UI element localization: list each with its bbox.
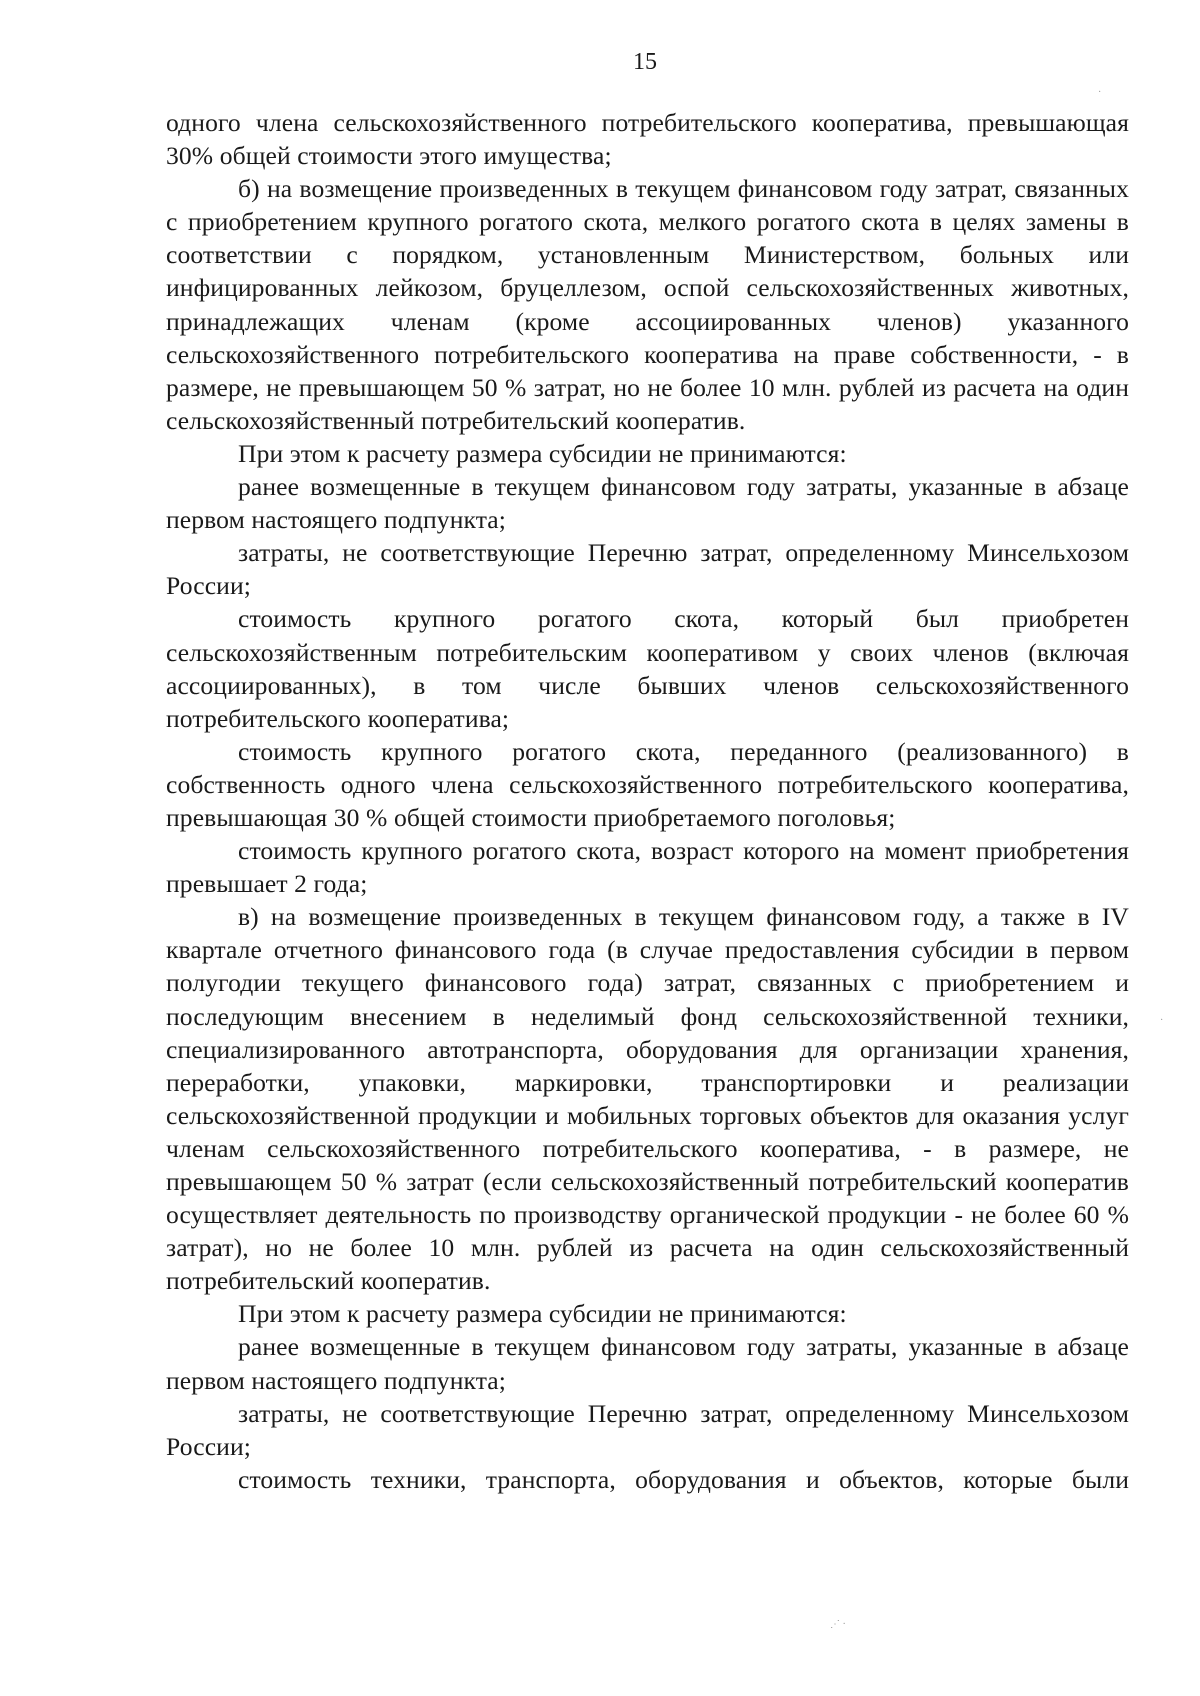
scan-artifact: ⋰ · bbox=[830, 1619, 846, 1630]
scan-artifact: · bbox=[1160, 1015, 1164, 1026]
paragraph: затраты, не соответствующие Перечню затрат, определенному Минсельхозом России; bbox=[166, 1398, 1129, 1461]
paragraph: стоимость крупного рогатого скота, переданного (реализованного) в собственность одного члена сельскохозяйственного потребительского кооператива, превышающая 30 % общей стоимости приобретаемого поголовья; bbox=[166, 736, 1129, 832]
paragraph: стоимость крупного рогатого скота, который был приобретен сельскохозяйственным потребительским кооперативом у своих членов (включая ассоциированных), в том числе бывших членов сельскохозяйственного потребительского кооператива; bbox=[166, 604, 1129, 733]
paragraph: При этом к расчету размера субсидии не принимаются: bbox=[238, 1299, 847, 1329]
paragraph: б) на возмещение произведенных в текущем финансовом году затрат, связанных с приобретением крупного рогатого скота, мелкого рогатого скота в целях замены в соответствии с порядком, установленным Министерством, больных или инфицированных лейкозом, бруцеллезом, оспой сельскохозяйственных животных, принадлежащих членам (кроме ассоциированных членов) указанного сельскохозяйственного потребительского кооператива на праве собственности, - в размере, не превышающем 50 % затрат, но не более 10 млн. рублей из расчета на один сельскохозяйственный потребительский кооператив. bbox=[166, 174, 1129, 435]
document-body bbox=[166, 106, 1129, 1496]
page-number: 15 bbox=[633, 49, 657, 75]
paragraph: ранее возмещенные в текущем финансовом году затраты, указанные в абзаце первом настоящего подпункта; bbox=[166, 1332, 1129, 1395]
paragraph: стоимость крупного рогатого скота, возраст которого на момент приобретения превышает 2 года; bbox=[166, 836, 1129, 899]
paragraph: одного члена сельскохозяйственного потребительского кооператива, превышающая 30% общей стоимости этого имущества; bbox=[166, 108, 1129, 171]
paragraph: затраты, не соответствующие Перечню затрат, определенному Минсельхозом России; bbox=[166, 538, 1129, 601]
paragraph: При этом к расчету размера субсидии не принимаются: bbox=[238, 438, 847, 468]
paragraph: ранее возмещенные в текущем финансовом году затраты, указанные в абзаце первом настоящего подпункта; bbox=[166, 472, 1129, 535]
paragraph: в) на возмещение произведенных в текущем финансовом году, а также в IV квартале отчетного финансового года (в случае предоставления субсидии в первом полугодии текущего финансового года) затрат, связанных с приобретением и последующим внесением в неделимый фонд сельскохозяйственной техники, специализированного автотранспорта, оборудования для организации хранения, переработки, упаковки, маркировки, транспортировки и реализации сельскохозяйственной продукции и мобильных торговых объектов для оказания услуг членам сельскохозяйственного потребительского кооператива, - в размере, не превышающем 50 % затрат (если сельскохозяйственный потребительский кооператив осуществляет деятельность по производству органической продукции - не более 60 % затрат), но не более 10 млн. рублей из расчета на один сельскохозяйственный потребительский кооператив. bbox=[166, 902, 1129, 1296]
paragraph-continued: стоимость техники, транспорта, оборудования и объектов, которые были bbox=[238, 1464, 1129, 1494]
scan-artifact: · bbox=[1098, 87, 1102, 98]
